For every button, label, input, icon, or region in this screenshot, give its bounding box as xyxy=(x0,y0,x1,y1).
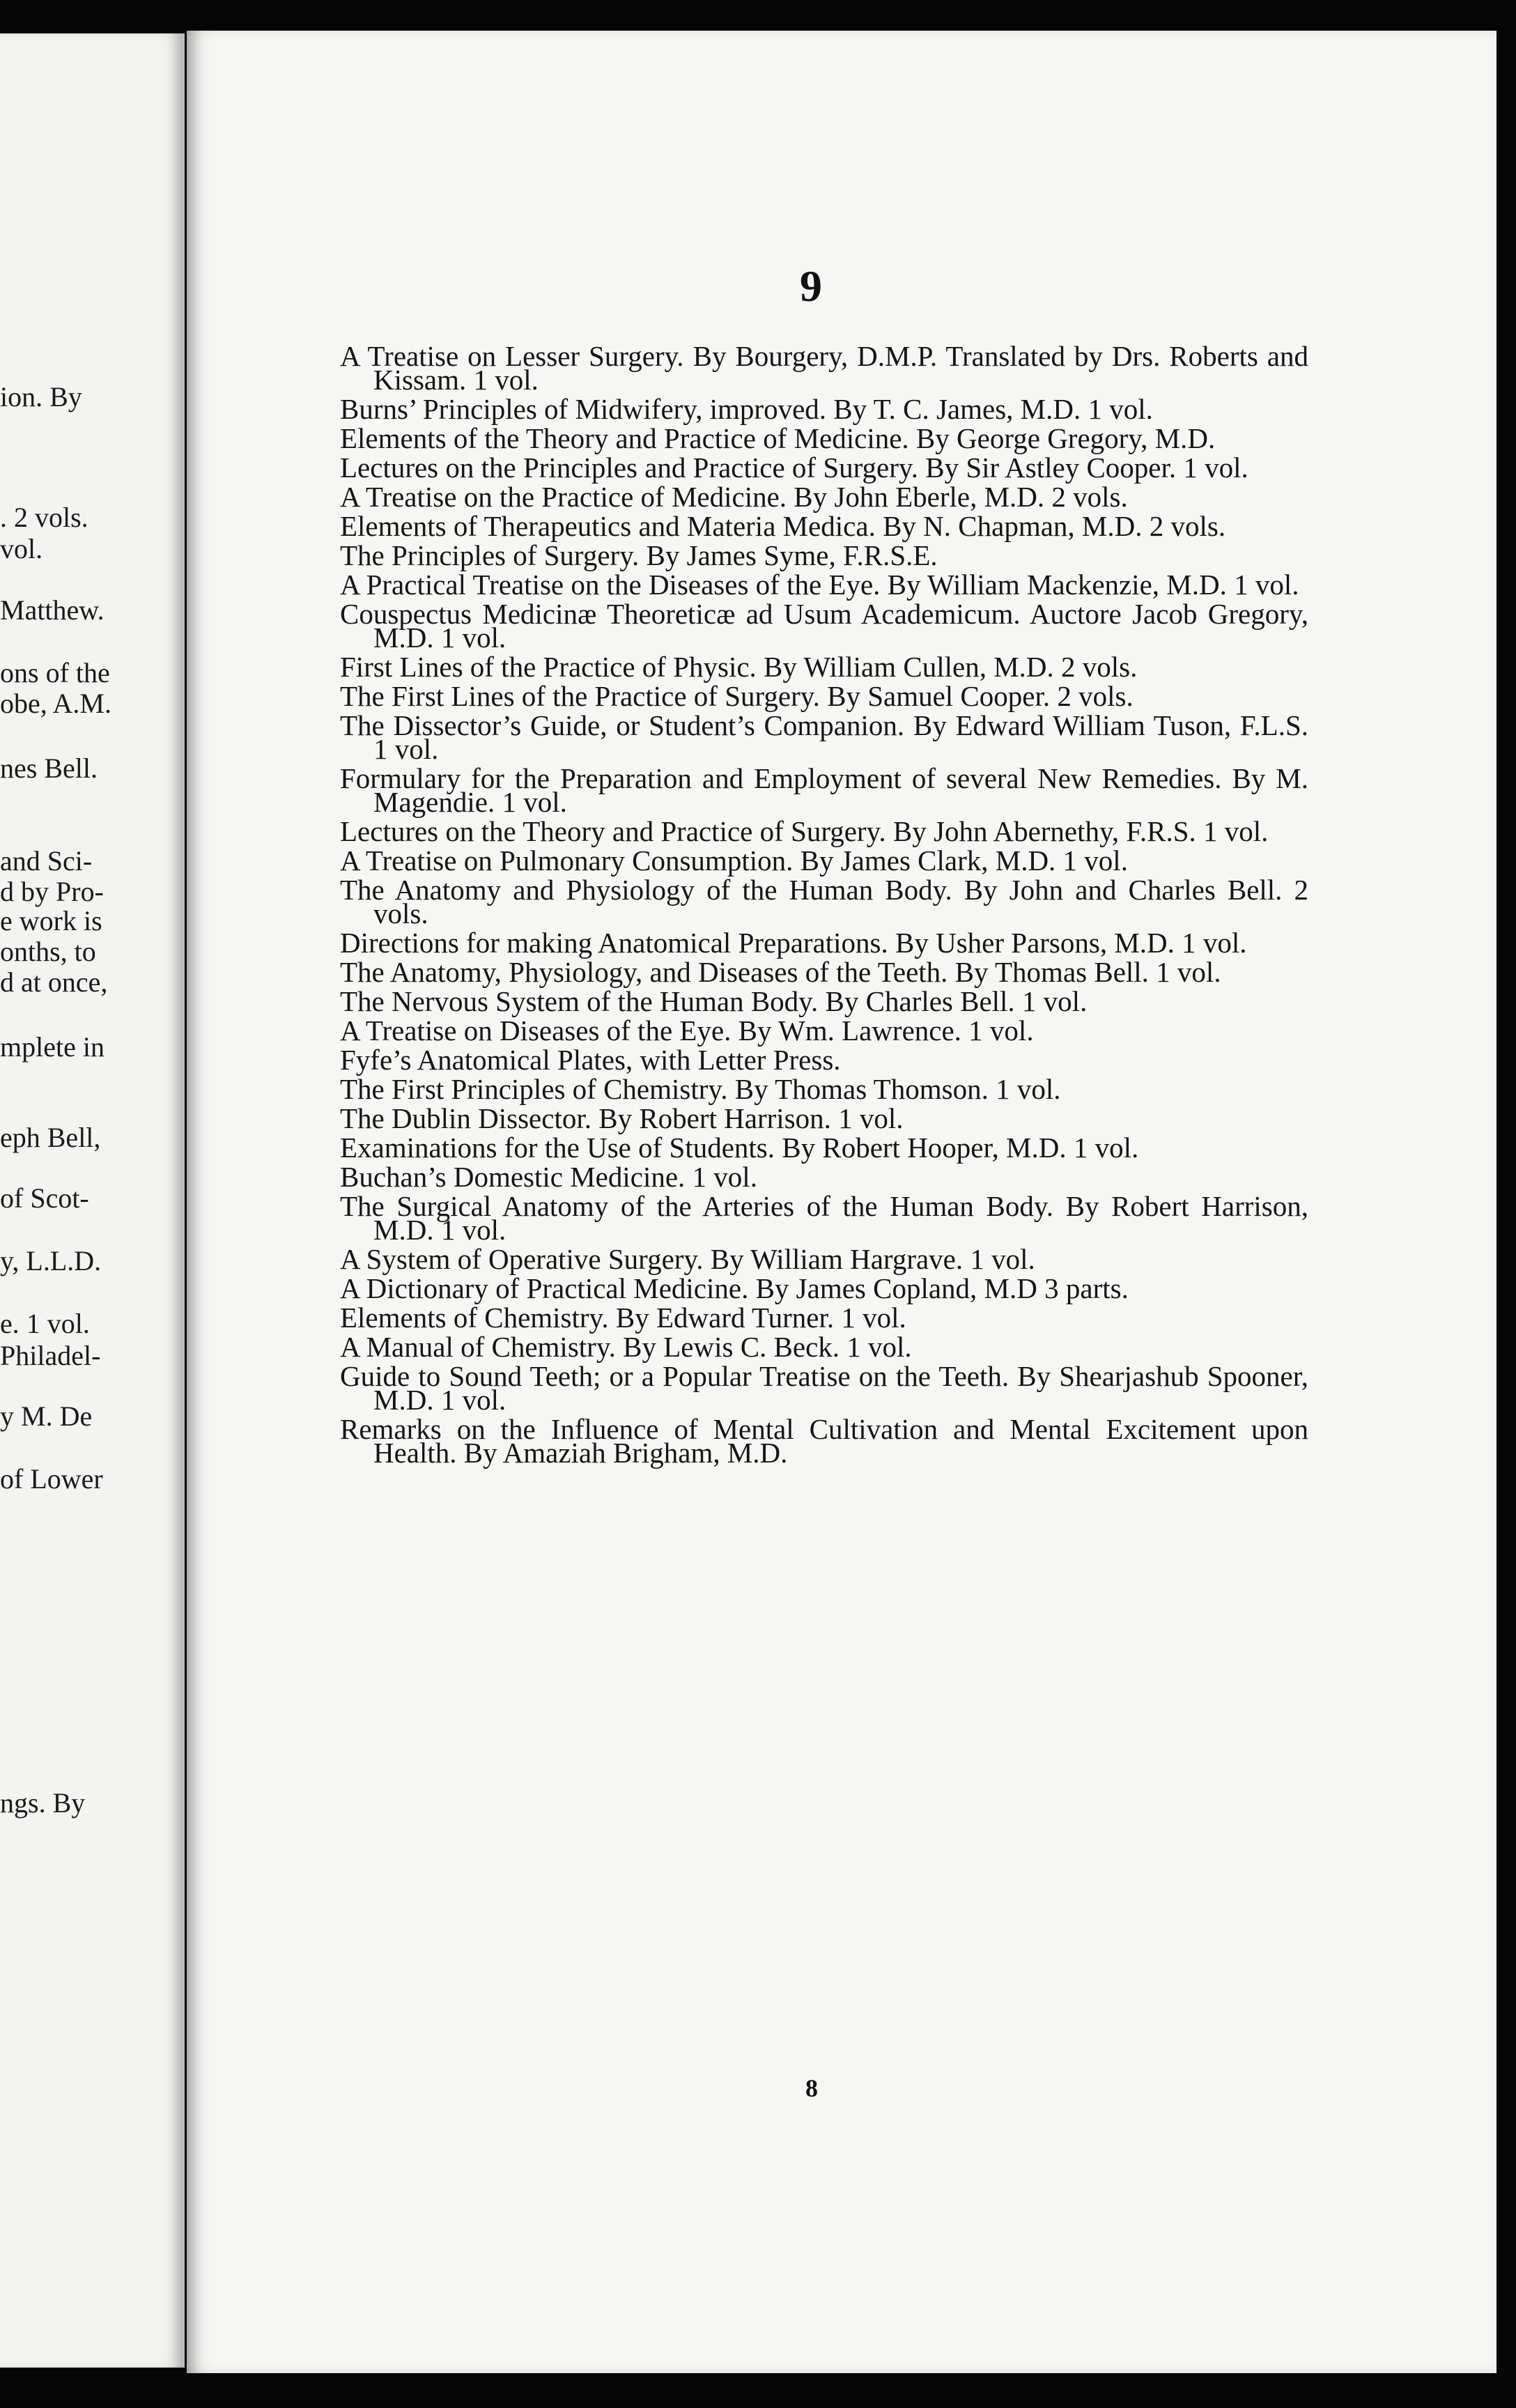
facing-page-line: Matthew. xyxy=(0,594,105,626)
list-item: A Practical Treatise on the Diseases of the Eye. By William Mackenzie, M.D. 1 vol. xyxy=(340,569,1299,601)
list-item: A Dictionary of Practical Medicine. By James Copland, M.D 3 parts. xyxy=(340,1272,1129,1304)
list-item: A Treatise on Diseases of the Eye. By Wm. Lawrence. 1 vol. xyxy=(340,1014,1034,1047)
list-item: The Dissector’s Guide, or Student’s Companion. By Edward William Tuson, F.L.S. 1 vol. xyxy=(340,709,1308,765)
list-item: The First Principles of Chemistry. By Thomas Thomson. 1 vol. xyxy=(340,1073,1061,1105)
list-item: A Treatise on the Practice of Medicine. By John Eberle, M.D. 2 vols. xyxy=(340,481,1128,513)
facing-page-line: y, L.L.D. xyxy=(0,1245,102,1276)
facing-page-line: nes Bell. xyxy=(0,752,98,784)
list-item: Remarks on the Influence of Mental Cultivation and Mental Excitement upon Health. By Amaziah Brigham, M.D. xyxy=(340,1413,1308,1469)
list-item: Lectures on the Theory and Practice of Surgery. By John Abernethy, F.R.S. 1 vol. xyxy=(340,815,1269,847)
facing-page-line: vol. xyxy=(0,533,43,564)
list-item: The First Lines of the Practice of Surgery. By Samuel Cooper. 2 vols. xyxy=(340,680,1134,712)
list-item: A System of Operative Surgery. By William Hargrave. 1 vol. xyxy=(340,1243,1035,1275)
list-item: The Anatomy, Physiology, and Diseases of the Teeth. By Thomas Bell. 1 vol. xyxy=(340,956,1221,988)
facing-page-line: Philadel- xyxy=(0,1340,101,1371)
list-item: Fyfe’s Anatomical Plates, with Letter Press. xyxy=(340,1044,841,1076)
facing-page-line: and Sci- xyxy=(0,845,93,877)
list-item: A Treatise on Pulmonary Consumption. By James Clark, M.D. 1 vol. xyxy=(340,844,1128,877)
list-item: Buchan’s Domestic Medicine. 1 vol. xyxy=(340,1161,757,1193)
facing-page-line: d by Pro- xyxy=(0,876,104,907)
facing-page-line: d at once, xyxy=(0,966,108,998)
signature-mark: 8 xyxy=(805,2074,818,2102)
facing-page-line: y M. De xyxy=(0,1400,93,1432)
list-item: Formulary for the Preparation and Employment of several New Remedies. By M. Magendie. 1 vol. xyxy=(340,762,1308,818)
list-item: The Principles of Surgery. By James Syme, F.R.S.E. xyxy=(340,539,938,571)
list-item: Elements of the Theory and Practice of Medicine. By George Gregory, M.D. xyxy=(340,422,1216,454)
facing-page-line: eph Bell, xyxy=(0,1122,101,1153)
list-item: The Surgical Anatomy of the Arteries of the Human Body. By Robert Harrison, M.D. 1 vol. xyxy=(340,1190,1308,1246)
list-item: A Treatise on Lesser Surgery. By Bourgery, D.M.P. Translated by Drs. Roberts and Kissam. 1 vol. xyxy=(340,340,1308,396)
book-list xyxy=(340,340,1308,1470)
list-item: Guide to Sound Teeth; or a Popular Treatise on the Teeth. By Shearjashub Spooner, M.D. 1 vol. xyxy=(340,1360,1308,1416)
list-item: Directions for making Anatomical Preparations. By Usher Parsons, M.D. 1 vol. xyxy=(340,927,1247,959)
list-item: The Nervous System of the Human Body. By Charles Bell. 1 vol. xyxy=(340,985,1088,1017)
list-item: Lectures on the Principles and Practice of Surgery. By Sir Astley Cooper. 1 vol. xyxy=(340,452,1248,484)
facing-page-line: of Lower xyxy=(0,1463,103,1495)
facing-page-line: mplete in xyxy=(0,1031,105,1063)
page-number: 9 xyxy=(800,261,822,311)
facing-page-line: e. 1 vol. xyxy=(0,1308,90,1339)
list-item: A Manual of Chemistry. By Lewis C. Beck. 1 vol. xyxy=(340,1331,912,1363)
facing-page-line: e work is xyxy=(0,905,102,936)
facing-page-line: . 2 vols. xyxy=(0,502,88,533)
facing-page-line: onths, to xyxy=(0,936,96,967)
facing-page-line: obe, A.M. xyxy=(0,688,111,719)
list-item: Burns’ Principles of Midwifery, improved. By T. C. James, M.D. 1 vol. xyxy=(340,393,1153,425)
list-item: Examinations for the Use of Students. By Robert Hooper, M.D. 1 vol. xyxy=(340,1132,1139,1164)
facing-page-line: of Scot- xyxy=(0,1182,89,1214)
list-item: The Dublin Dissector. By Robert Harrison. 1 vol. xyxy=(340,1102,904,1134)
facing-page-line: ngs. By xyxy=(0,1787,86,1819)
facing-page-line: ons of the xyxy=(0,657,110,688)
list-item: The Anatomy and Physiology of the Human Body. By John and Charles Bell. 2 vols. xyxy=(340,874,1308,929)
list-item: Elements of Chemistry. By Edward Turner. 1 vol. xyxy=(340,1302,906,1334)
list-item: Couspectus Medicinæ Theoreticæ ad Usum Academicum. Auctore Jacob Gregory, M.D. 1 vol. xyxy=(340,598,1308,654)
list-item: Elements of Therapeutics and Materia Medica. By N. Chapman, M.D. 2 vols. xyxy=(340,510,1226,542)
facing-page-line: ion. By xyxy=(0,381,82,412)
list-item: First Lines of the Practice of Physic. By William Cullen, M.D. 2 vols. xyxy=(340,651,1138,683)
book-page xyxy=(187,31,1496,2373)
facing-page-fragment xyxy=(0,33,185,2368)
